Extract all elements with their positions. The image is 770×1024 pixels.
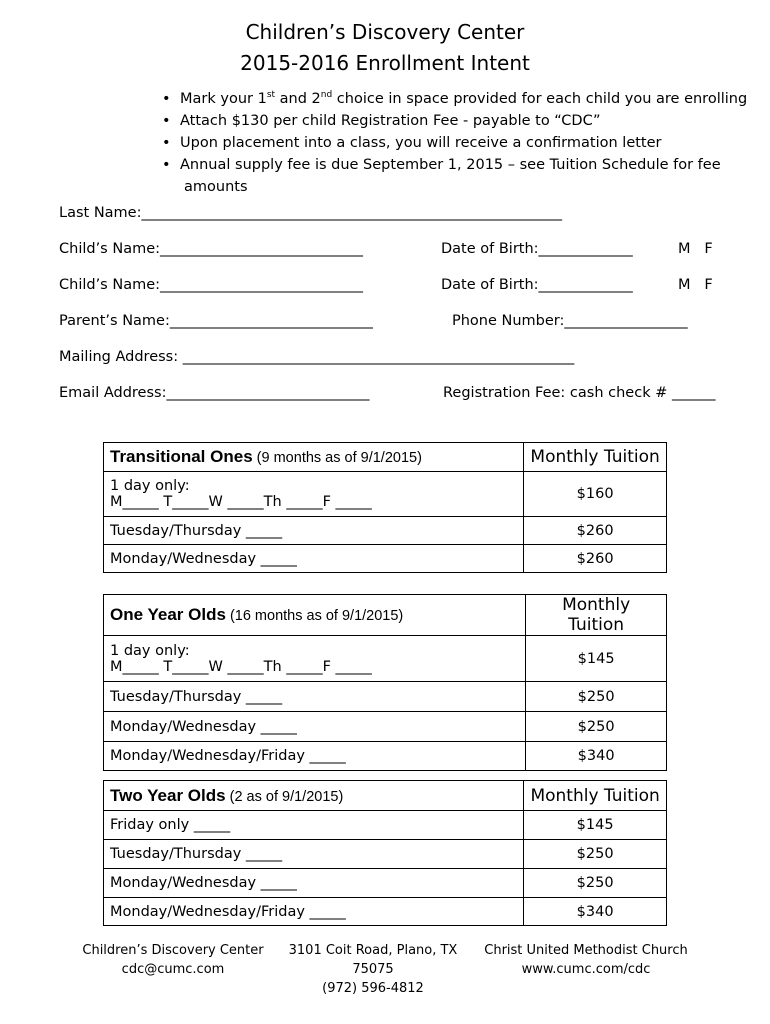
instruction-item bbox=[160, 88, 750, 110]
schedule-cell[interactable]: Tuesday/Thursday _____ bbox=[104, 517, 524, 545]
class-name: Two Year Olds bbox=[110, 785, 226, 805]
dob-label: Date of Birth:_____________ bbox=[441, 277, 633, 293]
gender-label: M F bbox=[678, 277, 713, 293]
child1-name-field[interactable] bbox=[59, 241, 363, 257]
footer-address: 3101 Coit Road, Plano, TX 75075 bbox=[288, 943, 458, 977]
schedule-cell[interactable]: Monday/Wednesday/Friday _____ bbox=[104, 742, 526, 771]
price-cell: $145 bbox=[524, 811, 667, 840]
instruction-text: Mark your 1 bbox=[180, 91, 267, 107]
table-row bbox=[104, 545, 667, 573]
price-cell: $250 bbox=[524, 840, 667, 869]
age-note: (2 as of 9/1/2015) bbox=[225, 788, 344, 805]
phone-number-field[interactable] bbox=[452, 313, 688, 329]
table-header-row bbox=[104, 443, 667, 472]
tuition-table-transitional-ones bbox=[103, 442, 667, 573]
phone-label: Phone Number:_________________ bbox=[452, 313, 688, 329]
tuition-table-two-year-olds bbox=[103, 780, 667, 926]
monthly-tuition-header: Monthly Tuition bbox=[524, 781, 667, 811]
instruction-item: • Upon placement into a class, you will receive a confirmation letter bbox=[160, 132, 750, 154]
footer-website-link[interactable]: www.cumc.com/cdc bbox=[521, 962, 651, 977]
table-row bbox=[104, 869, 667, 898]
footer-right bbox=[478, 941, 694, 979]
schedule-cell[interactable] bbox=[104, 472, 524, 517]
table-row bbox=[104, 472, 667, 517]
table-title bbox=[104, 595, 526, 636]
table-row bbox=[104, 712, 667, 742]
dob-label: Date of Birth:_____________ bbox=[441, 241, 633, 257]
footer-org-name: Children’s Discovery Center bbox=[82, 943, 264, 958]
superscript: st bbox=[266, 90, 276, 101]
last-name-field[interactable] bbox=[59, 205, 562, 221]
table-row bbox=[104, 636, 667, 682]
age-note: (9 months as of 9/1/2015) bbox=[252, 450, 422, 466]
last-name-label: Last Name:__________________________________________________________ bbox=[59, 205, 562, 221]
table-row bbox=[104, 682, 667, 712]
class-name: Transitional Ones bbox=[110, 447, 253, 466]
footer-left bbox=[78, 941, 268, 979]
footer-middle bbox=[268, 941, 478, 998]
schedule-cell[interactable]: Tuesday/Thursday _____ bbox=[104, 682, 526, 712]
schedule-cell[interactable] bbox=[104, 636, 526, 682]
gender-label: M F bbox=[678, 241, 713, 257]
schedule-cell[interactable]: Friday only _____ bbox=[104, 811, 524, 840]
price-cell: $250 bbox=[526, 682, 667, 712]
footer-church-name: Christ United Methodist Church bbox=[484, 943, 688, 958]
parent-name-field[interactable] bbox=[59, 313, 373, 329]
email-label: Email Address:____________________________ bbox=[59, 385, 370, 401]
instructions-list bbox=[160, 88, 750, 198]
monthly-tuition-header: Monthly Tuition bbox=[524, 443, 667, 472]
schedule-cell[interactable]: Tuesday/Thursday _____ bbox=[104, 840, 524, 869]
schedule-label: 1 day only: bbox=[110, 642, 190, 659]
footer-phone: (972) 596-4812 bbox=[322, 981, 424, 996]
price-cell: $260 bbox=[524, 517, 667, 545]
table-header-row bbox=[104, 781, 667, 811]
price-cell: $250 bbox=[524, 869, 667, 898]
superscript: nd bbox=[320, 90, 333, 101]
price-cell: $260 bbox=[524, 545, 667, 573]
schedule-cell[interactable]: Monday/Wednesday _____ bbox=[104, 869, 524, 898]
price-cell: $160 bbox=[524, 472, 667, 517]
monthly-tuition-header: Monthly Tuition bbox=[526, 595, 667, 636]
child2-name-field[interactable] bbox=[59, 277, 363, 293]
registration-fee-field[interactable] bbox=[443, 385, 715, 401]
table-row bbox=[104, 840, 667, 869]
schedule-cell[interactable]: Monday/Wednesday _____ bbox=[104, 545, 524, 573]
age-note: (16 months as of 9/1/2015) bbox=[225, 608, 404, 624]
tuition-table-one-year-olds bbox=[103, 594, 667, 771]
reg-fee-label: Registration Fee: cash check # ______ bbox=[443, 385, 716, 401]
child1-gender-choice[interactable] bbox=[678, 241, 713, 257]
table-row bbox=[104, 742, 667, 771]
table-header-row bbox=[104, 595, 667, 636]
mailing-address-field[interactable] bbox=[59, 349, 574, 365]
instruction-item: • Attach $130 per child Registration Fee - payable to “CDC” bbox=[160, 110, 750, 132]
schedule-label: 1 day only: bbox=[110, 478, 190, 494]
instruction-text: choice in space provided for each child you are enrolling bbox=[332, 91, 748, 107]
schedule-cell[interactable]: Monday/Wednesday/Friday _____ bbox=[104, 898, 524, 926]
table-row bbox=[104, 517, 667, 545]
child2-gender-choice[interactable] bbox=[678, 277, 713, 293]
price-cell: $340 bbox=[526, 742, 667, 771]
email-address-field[interactable] bbox=[59, 385, 369, 401]
table-title bbox=[104, 443, 524, 472]
child2-dob-field[interactable] bbox=[441, 277, 633, 293]
instruction-text: and 2 bbox=[275, 91, 321, 107]
child-name-label: Child’s Name:____________________________ bbox=[59, 277, 364, 293]
child1-dob-field[interactable] bbox=[441, 241, 633, 257]
table-title bbox=[104, 781, 524, 811]
footer-email-link[interactable]: cdc@cumc.com bbox=[121, 962, 225, 977]
document-subtitle: 2015-2016 Enrollment Intent bbox=[240, 51, 530, 75]
price-cell: $250 bbox=[526, 712, 667, 742]
table-row bbox=[104, 898, 667, 926]
day-selection: M_____ T_____W _____Th _____F _____ bbox=[110, 494, 372, 510]
price-cell: $340 bbox=[524, 898, 667, 926]
parent-name-label: Parent’s Name:____________________________ bbox=[59, 313, 373, 329]
class-name: One Year Olds bbox=[110, 605, 226, 624]
instruction-item-continued: amounts bbox=[184, 179, 248, 195]
schedule-cell[interactable]: Monday/Wednesday _____ bbox=[104, 712, 526, 742]
mailing-label: Mailing Address: ______________________________________________________ bbox=[59, 349, 575, 365]
table-row bbox=[104, 811, 667, 840]
price-cell: $145 bbox=[526, 636, 667, 682]
instruction-item: • Annual supply fee is due September 1, 2015 – see Tuition Schedule for fee bbox=[160, 154, 750, 176]
document-title: Children’s Discovery Center bbox=[245, 20, 525, 44]
day-selection: M_____ T_____W _____Th _____F _____ bbox=[110, 658, 372, 675]
child-name-label: Child’s Name:____________________________ bbox=[59, 241, 364, 257]
